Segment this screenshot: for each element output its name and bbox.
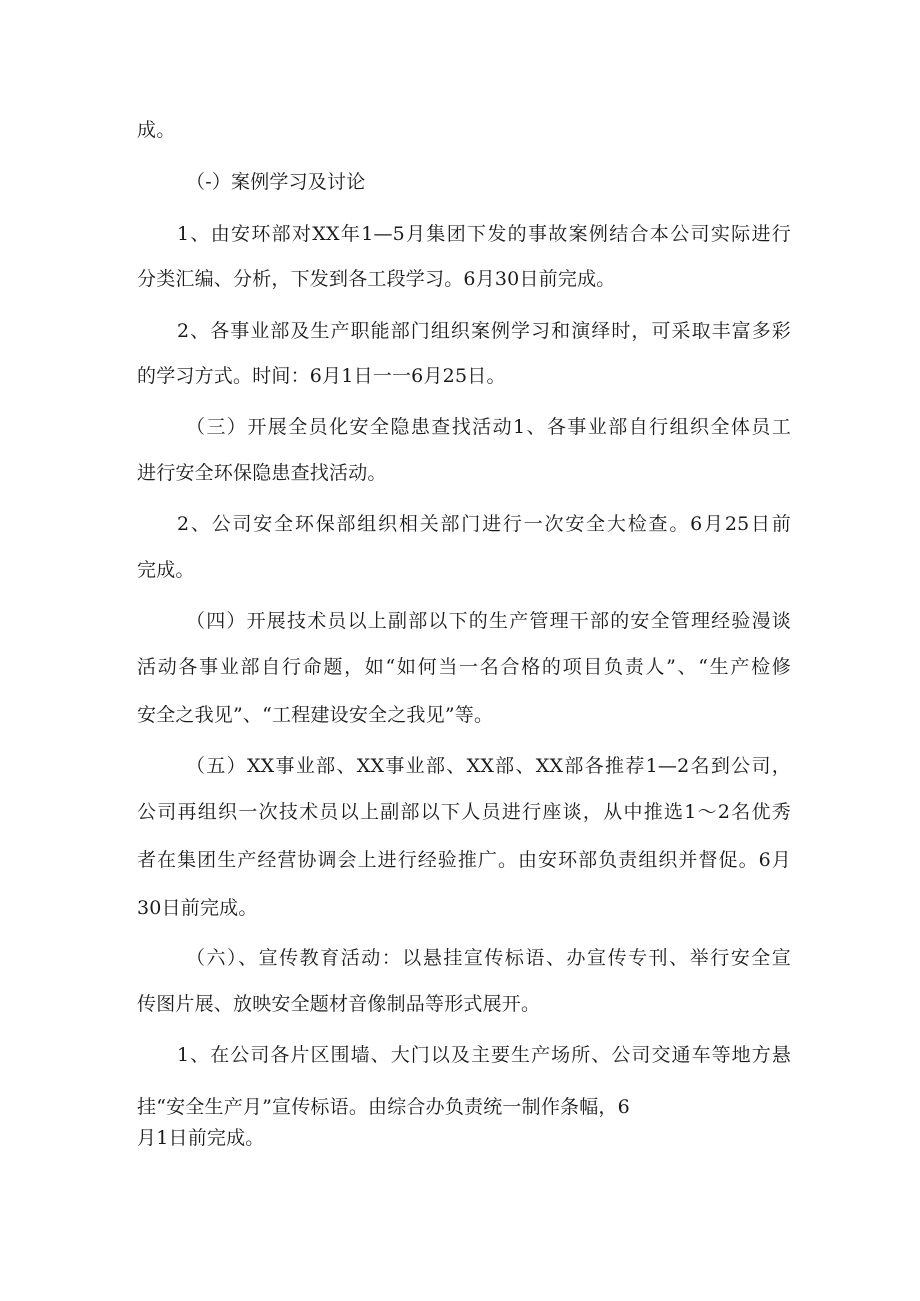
text-line-10: 完成。	[137, 559, 195, 581]
text-line-19: 传图片展、放映安全题材音像制品等形式展开。	[137, 993, 541, 1015]
text-line-13: 安全之我见”、“工程建设安全之我见”等。	[137, 704, 494, 726]
text-line-15: 公司再组织一次技术员以上副部以下人员进行座谈，从中推选1～2名优秀	[137, 801, 791, 823]
text-line-6: 的学习方式。时间：6月1日一一6月25日。	[137, 365, 506, 387]
section-heading-1: （-）案例学习及讨论	[186, 171, 366, 193]
text-line-9: 2、公司安全环保部组织相关部门进行一次安全大检查。6月25日前	[177, 513, 791, 535]
text-line-12: 活动各事业部自行命题，如“如何当一名合格的项目负责人”、“生产检修	[137, 656, 791, 678]
text-line-21: 挂“安全生产月”宣传标语。由综合办负责统一制作条幅，6	[137, 1096, 630, 1118]
section-heading-5: （五）XX事业部、XX事业部、XX部、XX部各推荐1—2名到公司，	[186, 755, 791, 777]
text-line-5: 2、各事业部及生产职能部门组织案例学习和演绎时，可采取丰富多彩	[177, 320, 791, 342]
text-line-20: 1、在公司各片区围墙、大门以及主要生产场所、公司交通车等地方悬	[177, 1044, 791, 1066]
text-line-3: 1、由安环部对XX年1—5月集团下发的事故案例结合本公司实际进行	[177, 223, 791, 245]
text-line-8: 进行安全环保隐患查找活动。	[137, 462, 387, 484]
text-line-4: 分类汇编、分析，下发到各工段学习。6月30日前完成。	[137, 268, 616, 290]
text-line-17: 30日前完成。	[137, 897, 258, 919]
text-line-16: 者在集团生产经营协调会上进行经验推广。由安环部负责组织并督促。6月	[137, 849, 791, 871]
text-line-1: 成。	[137, 119, 176, 141]
section-heading-4: （四）开展技术员以上副部以下的生产管理干部的安全管理经验漫谈	[186, 610, 791, 632]
section-heading-3: （三）开展全员化安全隐患查找活动1、各事业部自行组织全体员工	[186, 416, 791, 438]
text-line-22: 月1日前完成。	[137, 1127, 265, 1149]
section-heading-6: （六）、宣传教育活动：以悬挂宣传标语、办宣传专刊、举行安全宣	[186, 947, 791, 969]
